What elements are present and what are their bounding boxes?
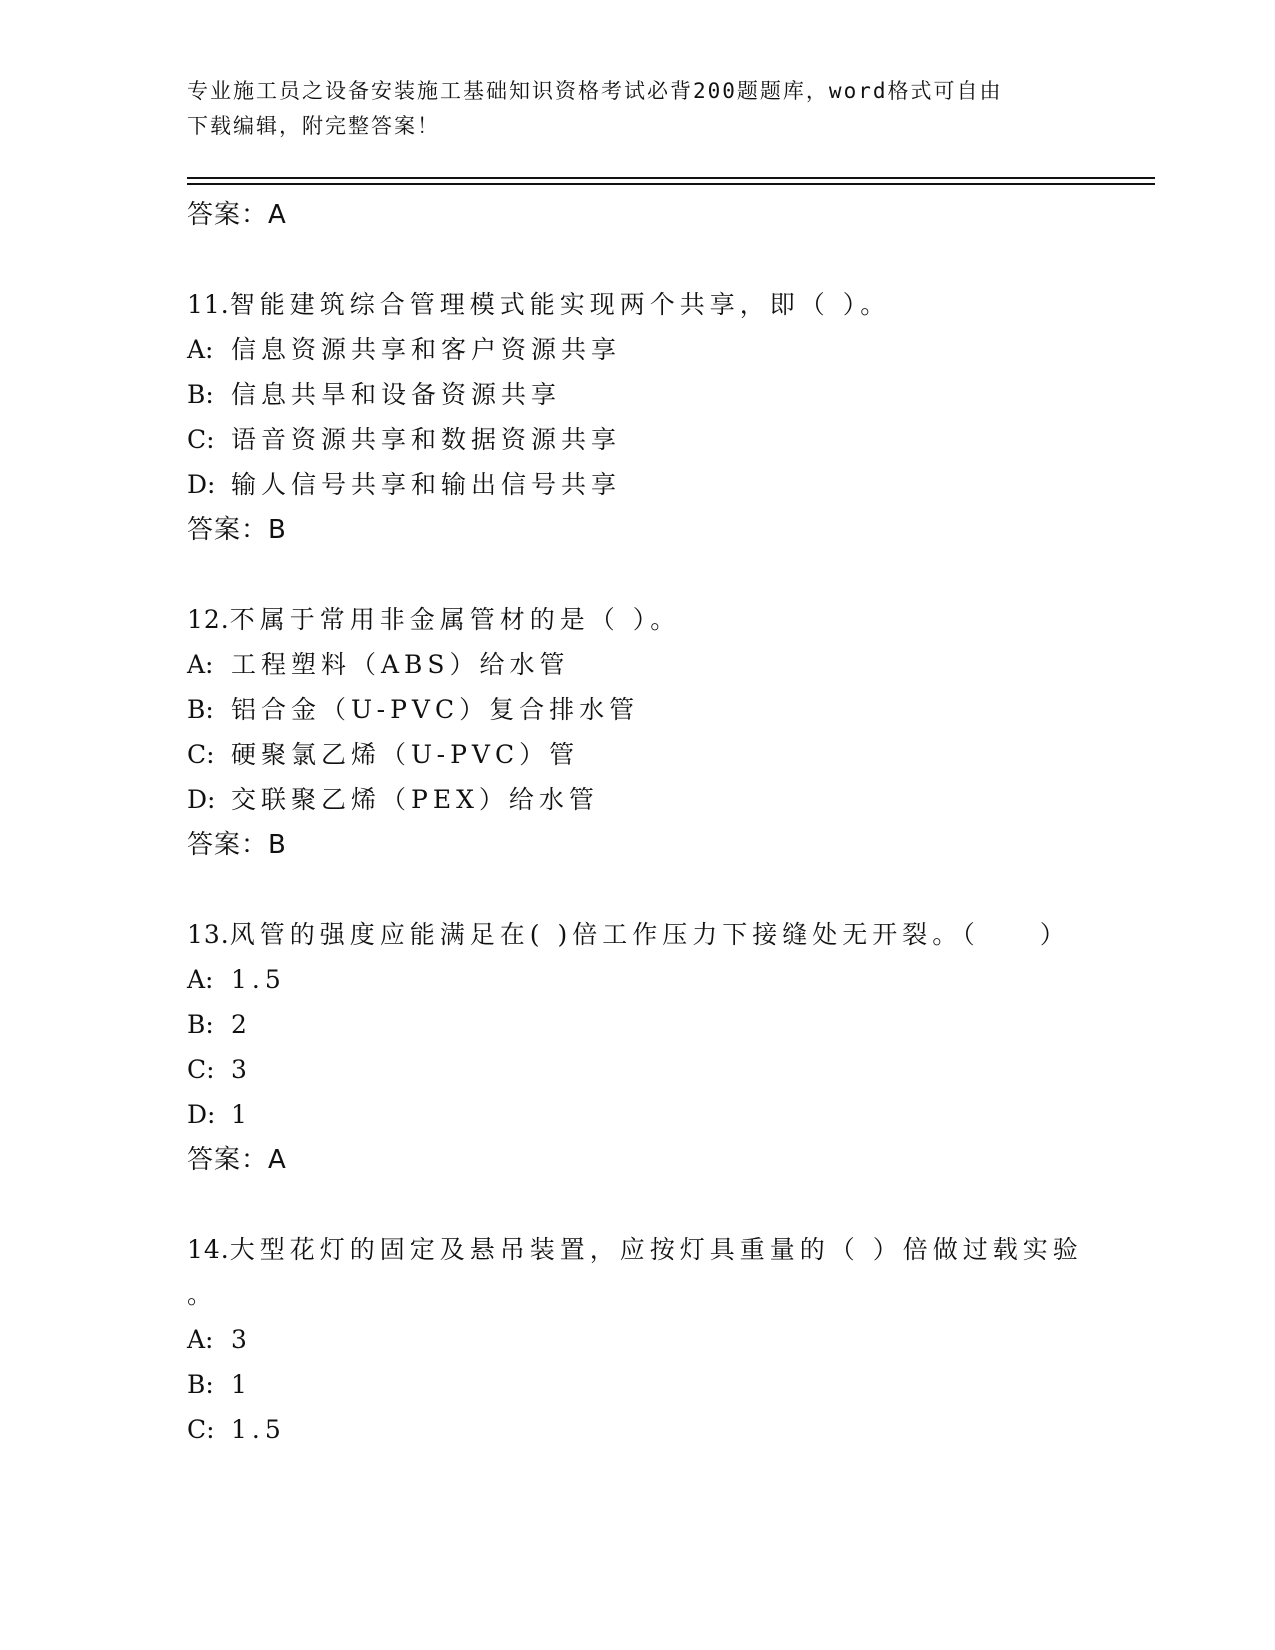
- option-key: A:: [187, 965, 214, 994]
- header-divider-top: [187, 177, 1155, 179]
- option-text: 3: [231, 1055, 252, 1084]
- header-divider-bottom: [187, 183, 1155, 185]
- option-b: [187, 1362, 1087, 1407]
- option-key: D:: [187, 470, 216, 499]
- option-text: 硬聚氯乙烯（U-PVC）管: [231, 740, 580, 769]
- answer-line: 答案：B: [187, 515, 287, 545]
- option-text: 1.5: [231, 965, 286, 994]
- header-line-1: 专业施工员之设备安装施工基础知识资格考试必背200题题库，word格式可自由: [187, 79, 1003, 103]
- option-a: [187, 1317, 1087, 1362]
- option-c: [187, 1047, 1087, 1092]
- option-b: [187, 372, 1087, 417]
- option-c: [187, 1407, 1087, 1452]
- option-text: 1.5: [231, 1415, 286, 1444]
- question-text-continuation: 。: [187, 1280, 213, 1309]
- option-key: B:: [187, 1010, 214, 1039]
- option-c: [187, 417, 1087, 462]
- option-key: C:: [187, 1415, 215, 1444]
- option-text: 铝合金（U-PVC）复合排水管: [231, 695, 640, 724]
- question-list: [187, 192, 1087, 1452]
- option-text: 工程塑料（ABS）给水管: [231, 650, 570, 679]
- option-text: 1: [231, 1370, 252, 1399]
- question-11: [187, 282, 1087, 553]
- question-number: 11.: [187, 290, 230, 319]
- question-stem: 风管的强度应能满足在( )倍工作压力下接缝处无开裂。（ ）: [229, 920, 1070, 949]
- question-text: [187, 597, 1087, 642]
- question-12: [187, 597, 1087, 868]
- option-b: [187, 687, 1087, 732]
- option-b: [187, 1002, 1087, 1047]
- option-key: A:: [187, 335, 214, 364]
- option-key: B:: [187, 380, 214, 409]
- question-stem: 大型花灯的固定及悬吊装置，应按灯具重量的（ ）倍做过载实验: [229, 1235, 1083, 1264]
- option-a: [187, 327, 1087, 372]
- option-c: [187, 732, 1087, 777]
- option-text: 2: [231, 1010, 252, 1039]
- option-d: [187, 462, 1087, 507]
- option-key: C:: [187, 425, 215, 454]
- option-text: 语音资源共享和数据资源共享: [231, 425, 622, 454]
- question-stem: 不属于常用非金属管材的是（ ）。: [229, 605, 681, 634]
- question-text: [187, 282, 1087, 327]
- question-14: [187, 1227, 1087, 1452]
- question-text: [187, 1227, 1087, 1272]
- option-key: B:: [187, 695, 214, 724]
- option-text: 输人信号共享和输出信号共享: [231, 470, 622, 499]
- option-d: [187, 1092, 1087, 1137]
- option-key: A:: [187, 1325, 214, 1354]
- option-text: 信息共旱和设备资源共享: [231, 380, 562, 409]
- option-d: [187, 777, 1087, 822]
- option-a: [187, 957, 1087, 1002]
- header-line-2: 下载编辑，附完整答案！: [187, 114, 440, 138]
- answer-line: 答案：B: [187, 830, 287, 860]
- document-header: [187, 74, 1087, 144]
- option-key: C:: [187, 740, 215, 769]
- question-number: 12.: [187, 605, 230, 634]
- question-text: [187, 912, 1087, 957]
- option-text: 信息资源共享和客户资源共享: [231, 335, 622, 364]
- question-stem: 智能建筑综合管理模式能实现两个共享，即（ ）。: [229, 290, 891, 319]
- option-key: D:: [187, 1100, 216, 1129]
- option-text: 3: [231, 1325, 252, 1354]
- question-number: 13.: [187, 920, 230, 949]
- answer-line: 答案：A: [187, 1145, 287, 1175]
- question-13: [187, 912, 1087, 1183]
- question-number: 14.: [187, 1235, 230, 1264]
- option-text: 1: [231, 1100, 252, 1129]
- option-a: [187, 642, 1087, 687]
- option-key: B:: [187, 1370, 214, 1399]
- option-text: 交联聚乙烯（PEX）给水管: [231, 785, 599, 814]
- option-key: A:: [187, 650, 214, 679]
- option-key: C:: [187, 1055, 215, 1084]
- option-key: D:: [187, 785, 216, 814]
- answer-line: 答案：A: [187, 200, 287, 230]
